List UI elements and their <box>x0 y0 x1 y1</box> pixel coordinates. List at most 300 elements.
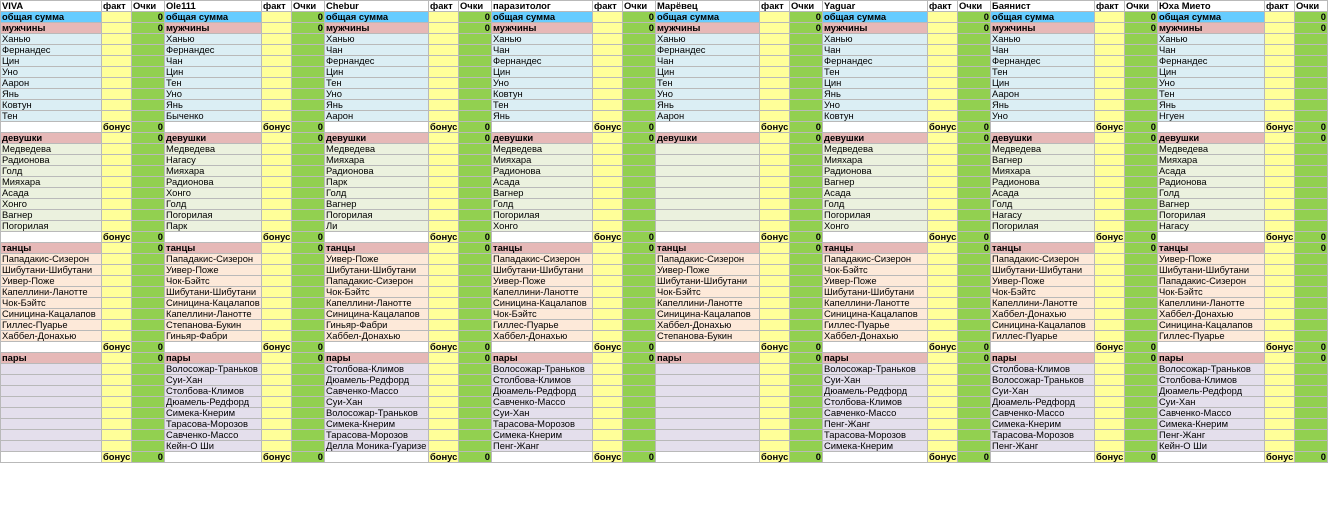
bonus-score-cell[interactable]: 0 <box>790 452 823 463</box>
bonus-label-cell[interactable]: бонус <box>103 451 131 462</box>
score-cell[interactable] <box>132 45 165 56</box>
score-cell[interactable] <box>623 441 656 452</box>
women-pick-cell[interactable]: Голд <box>823 199 928 210</box>
section-score-cell[interactable]: 0 <box>790 23 823 34</box>
fact-cell[interactable] <box>593 23 623 34</box>
player-name-cell[interactable]: Марёвец <box>656 1 760 12</box>
men-pick-cell[interactable]: Ковтун <box>492 89 593 100</box>
dance-pick-cell[interactable]: Пападакис-Сизерон <box>492 254 593 265</box>
section-label-cell[interactable]: пары <box>1 353 102 364</box>
fact-cell[interactable] <box>928 364 958 375</box>
total-score-cell[interactable]: 0 <box>958 12 991 23</box>
men-pick-cell[interactable]: Ханью <box>991 34 1095 45</box>
bonus-score-cell[interactable]: 0 <box>958 232 991 243</box>
fact-cell[interactable] <box>1265 320 1295 331</box>
section-score-cell[interactable]: 0 <box>132 243 165 254</box>
fact-cell[interactable] <box>1265 166 1295 177</box>
women-pick-cell[interactable]: Мияхара <box>325 155 429 166</box>
fact-cell[interactable] <box>760 331 790 342</box>
fact-cell[interactable] <box>593 221 623 232</box>
section-label-cell[interactable]: девушки <box>165 133 262 144</box>
bonus-score-cell[interactable]: 0 <box>132 232 165 243</box>
pairs-pick-cell[interactable]: Тарасова-Морозов <box>165 419 262 430</box>
score-cell[interactable] <box>292 45 325 56</box>
score-cell[interactable] <box>132 309 165 320</box>
fact-cell[interactable] <box>1265 155 1295 166</box>
women-pick-cell[interactable] <box>656 144 760 155</box>
women-pick-cell[interactable]: Хонго <box>823 221 928 232</box>
score-cell[interactable] <box>623 188 656 199</box>
bonus-score-cell[interactable]: 0 <box>790 232 823 243</box>
score-cell[interactable] <box>790 320 823 331</box>
section-label-cell[interactable]: девушки <box>656 133 760 144</box>
score-cell[interactable] <box>790 45 823 56</box>
pairs-pick-cell[interactable] <box>656 441 760 452</box>
score-cell[interactable] <box>132 441 165 452</box>
fact-cell[interactable] <box>429 364 459 375</box>
score-cell[interactable] <box>292 276 325 287</box>
men-pick-cell[interactable]: Тен <box>1158 89 1265 100</box>
fact-cell[interactable] <box>102 144 132 155</box>
fact-cell[interactable] <box>1265 331 1295 342</box>
dance-pick-cell[interactable]: Шибутани-Шибутани <box>1158 265 1265 276</box>
section-score-cell[interactable]: 0 <box>958 243 991 254</box>
score-cell[interactable] <box>132 111 165 122</box>
fact-cell[interactable] <box>1095 386 1125 397</box>
pairs-pick-cell[interactable]: Столбова-Климов <box>325 364 429 375</box>
dance-pick-cell[interactable]: Уивер-Поже <box>1158 254 1265 265</box>
men-pick-cell[interactable]: Ханью <box>165 34 262 45</box>
total-label-cell[interactable]: общая сумма <box>325 12 429 23</box>
pairs-pick-cell[interactable]: Волосожар-Траньков <box>991 375 1095 386</box>
fact-cell[interactable] <box>928 12 958 23</box>
score-cell[interactable] <box>292 56 325 67</box>
fact-cell[interactable] <box>928 265 958 276</box>
score-cell[interactable] <box>1125 56 1158 67</box>
dance-pick-cell[interactable]: Гиллес-Пуарье <box>1158 331 1265 342</box>
score-cell[interactable] <box>292 221 325 232</box>
bonus-score-cell[interactable]: 0 <box>1295 122 1328 133</box>
score-cell[interactable] <box>292 210 325 221</box>
fact-cell[interactable] <box>928 188 958 199</box>
men-pick-cell[interactable]: Чан <box>492 45 593 56</box>
score-cell[interactable] <box>292 89 325 100</box>
men-pick-cell[interactable]: Аарон <box>656 111 760 122</box>
women-pick-cell[interactable]: Медведева <box>492 144 593 155</box>
men-pick-cell[interactable]: Тен <box>492 100 593 111</box>
men-pick-cell[interactable]: Янь <box>1158 100 1265 111</box>
women-pick-cell[interactable]: Медведева <box>991 144 1095 155</box>
fact-cell[interactable] <box>262 386 292 397</box>
section-label-cell[interactable]: пары <box>656 353 760 364</box>
score-cell[interactable] <box>132 199 165 210</box>
blank-cell[interactable] <box>1 122 102 133</box>
women-pick-cell[interactable]: Радионова <box>165 177 262 188</box>
men-pick-cell[interactable]: Фернандес <box>656 45 760 56</box>
fact-cell[interactable] <box>102 243 132 254</box>
women-pick-cell[interactable]: Вагнер <box>1 210 102 221</box>
section-score-cell[interactable]: 0 <box>623 133 656 144</box>
fact-cell[interactable] <box>429 298 459 309</box>
score-cell[interactable] <box>292 199 325 210</box>
men-pick-cell[interactable]: Янь <box>325 100 429 111</box>
fact-cell[interactable] <box>928 430 958 441</box>
score-cell[interactable] <box>958 254 991 265</box>
dance-pick-cell[interactable]: Капеллини-Ланотте <box>1158 298 1265 309</box>
dance-pick-cell[interactable]: Синицина-Кацалапов <box>166 297 260 308</box>
fact-cell[interactable] <box>262 67 292 78</box>
fact-cell[interactable] <box>102 364 132 375</box>
men-pick-cell[interactable]: Янь <box>656 100 760 111</box>
total-score-cell[interactable]: 0 <box>1125 12 1158 23</box>
fact-cell[interactable] <box>928 210 958 221</box>
fact-cell[interactable] <box>593 243 623 254</box>
men-pick-cell[interactable]: Цин <box>823 78 928 89</box>
men-pick-cell[interactable]: Чан <box>991 45 1095 56</box>
score-cell[interactable] <box>1125 199 1158 210</box>
fact-cell[interactable] <box>262 375 292 386</box>
fact-cell[interactable] <box>760 287 790 298</box>
fact-cell[interactable] <box>102 45 132 56</box>
bonus-label-cell[interactable]: бонус <box>761 451 789 462</box>
bonus-score-cell[interactable]: 0 <box>459 232 492 243</box>
women-pick-cell[interactable]: Погорилая <box>492 210 593 221</box>
section-score-cell[interactable]: 0 <box>292 353 325 364</box>
bonus-label-cell[interactable]: бонус <box>1266 341 1294 352</box>
women-pick-cell[interactable]: Вагнер <box>492 188 593 199</box>
fact-cell[interactable] <box>102 12 132 23</box>
fact-cell[interactable] <box>102 23 132 34</box>
fact-cell[interactable] <box>928 45 958 56</box>
fact-cell[interactable] <box>760 309 790 320</box>
score-cell[interactable] <box>623 210 656 221</box>
pairs-pick-cell[interactable]: Симека-Кнерим <box>325 419 429 430</box>
fact-cell[interactable] <box>429 133 459 144</box>
women-pick-cell[interactable]: Нагасу <box>165 155 262 166</box>
women-pick-cell[interactable] <box>656 188 760 199</box>
score-cell[interactable] <box>1295 78 1328 89</box>
fact-cell[interactable] <box>429 199 459 210</box>
fact-cell[interactable] <box>429 309 459 320</box>
score-cell[interactable] <box>958 210 991 221</box>
section-label-cell[interactable]: танцы <box>325 243 429 254</box>
score-header-cell[interactable]: Очки <box>623 1 656 12</box>
dance-pick-cell[interactable]: Капеллини-Ланотте <box>165 309 262 320</box>
score-cell[interactable] <box>292 298 325 309</box>
section-score-cell[interactable]: 0 <box>459 243 492 254</box>
fact-cell[interactable] <box>1095 320 1125 331</box>
fact-cell[interactable] <box>1095 78 1125 89</box>
fact-cell[interactable] <box>593 375 623 386</box>
fact-cell[interactable] <box>593 441 623 452</box>
score-cell[interactable] <box>790 364 823 375</box>
fact-cell[interactable] <box>928 56 958 67</box>
women-pick-cell[interactable] <box>656 166 760 177</box>
fact-cell[interactable] <box>760 111 790 122</box>
score-cell[interactable] <box>132 89 165 100</box>
pairs-pick-cell[interactable]: Дюамель-Редфорд <box>1158 386 1265 397</box>
men-pick-cell[interactable]: Янь <box>165 100 262 111</box>
fact-cell[interactable] <box>429 441 459 452</box>
men-pick-cell[interactable]: Уно <box>1 67 102 78</box>
bonus-score-cell[interactable]: 0 <box>459 452 492 463</box>
women-pick-cell[interactable]: Асада <box>991 188 1095 199</box>
score-cell[interactable] <box>958 364 991 375</box>
fact-cell[interactable] <box>593 45 623 56</box>
section-label-cell[interactable]: девушки <box>991 133 1095 144</box>
bonus-score-cell[interactable]: 0 <box>132 342 165 353</box>
men-pick-cell[interactable]: Чан <box>823 45 928 56</box>
dance-pick-cell[interactable]: Пападакис-Сизерон <box>991 254 1095 265</box>
men-pick-cell[interactable]: Тен <box>165 78 262 89</box>
women-pick-cell[interactable]: Мияхара <box>1158 155 1265 166</box>
score-cell[interactable] <box>790 177 823 188</box>
fact-cell[interactable] <box>928 408 958 419</box>
blank-cell[interactable] <box>991 122 1095 133</box>
bonus-score-cell[interactable]: 0 <box>292 232 325 243</box>
fact-cell[interactable] <box>429 287 459 298</box>
women-pick-cell[interactable]: Радионова <box>1158 177 1265 188</box>
dance-pick-cell[interactable]: Чок-Бэйтс <box>1158 287 1265 298</box>
total-label-cell[interactable]: общая сумма <box>492 12 593 23</box>
score-cell[interactable] <box>1125 78 1158 89</box>
bonus-score-cell[interactable]: 0 <box>1295 232 1328 243</box>
score-cell[interactable] <box>958 441 991 452</box>
fact-cell[interactable] <box>760 177 790 188</box>
score-cell[interactable] <box>459 276 492 287</box>
score-cell[interactable] <box>790 430 823 441</box>
bonus-score-cell[interactable]: 0 <box>132 452 165 463</box>
bonus-score-cell[interactable]: 0 <box>623 452 656 463</box>
section-label-cell[interactable]: мужчины <box>1158 23 1265 34</box>
pairs-pick-cell[interactable]: Кейн-О Ши <box>165 441 262 452</box>
fact-cell[interactable] <box>262 45 292 56</box>
dance-pick-cell[interactable]: Уивер-Поже <box>1 276 102 287</box>
fact-cell[interactable] <box>1095 133 1125 144</box>
score-cell[interactable] <box>958 430 991 441</box>
fact-cell[interactable] <box>760 386 790 397</box>
bonus-label-cell[interactable]: бонус <box>430 121 458 132</box>
fact-cell[interactable] <box>429 155 459 166</box>
women-pick-cell[interactable]: Голд <box>1158 188 1265 199</box>
pairs-pick-cell[interactable]: Пенг-Жанг <box>823 419 928 430</box>
score-cell[interactable] <box>790 287 823 298</box>
fact-cell[interactable] <box>1095 353 1125 364</box>
pairs-pick-cell[interactable]: Савченко-Массо <box>165 430 262 441</box>
bonus-label-cell[interactable]: бонус <box>929 231 957 242</box>
men-pick-cell[interactable]: Нгуен <box>1158 111 1265 122</box>
fact-cell[interactable] <box>102 177 132 188</box>
section-score-cell[interactable]: 0 <box>1125 353 1158 364</box>
men-pick-cell[interactable]: Янь <box>823 89 928 100</box>
dance-pick-cell[interactable]: Синицина-Кацалапов <box>991 320 1095 331</box>
bonus-score-cell[interactable]: 0 <box>292 452 325 463</box>
pairs-pick-cell[interactable]: Суи-Хан <box>325 397 429 408</box>
fact-cell[interactable] <box>760 254 790 265</box>
fact-cell[interactable] <box>928 298 958 309</box>
men-pick-cell[interactable]: Цин <box>325 67 429 78</box>
pairs-pick-cell[interactable]: Тарасова-Морозов <box>991 430 1095 441</box>
score-cell[interactable] <box>459 199 492 210</box>
fact-cell[interactable] <box>593 188 623 199</box>
fact-cell[interactable] <box>593 67 623 78</box>
men-pick-cell[interactable]: Фернандес <box>823 56 928 67</box>
score-cell[interactable] <box>459 331 492 342</box>
women-pick-cell[interactable]: Хонго <box>492 221 593 232</box>
fact-header-cell[interactable]: факт <box>593 1 623 12</box>
fact-cell[interactable] <box>429 144 459 155</box>
fact-cell[interactable] <box>429 45 459 56</box>
women-pick-cell[interactable]: Хонго <box>165 188 262 199</box>
score-cell[interactable] <box>1295 45 1328 56</box>
bonus-score-cell[interactable]: 0 <box>459 342 492 353</box>
score-cell[interactable] <box>790 419 823 430</box>
men-pick-cell[interactable]: Тен <box>1 111 102 122</box>
score-cell[interactable] <box>1295 144 1328 155</box>
fact-cell[interactable] <box>928 276 958 287</box>
fact-cell[interactable] <box>262 408 292 419</box>
score-cell[interactable] <box>958 177 991 188</box>
fact-cell[interactable] <box>262 166 292 177</box>
score-cell[interactable] <box>1295 331 1328 342</box>
score-cell[interactable] <box>1125 111 1158 122</box>
score-cell[interactable] <box>1125 276 1158 287</box>
score-cell[interactable] <box>132 56 165 67</box>
bonus-score-cell[interactable]: 0 <box>1125 122 1158 133</box>
section-score-cell[interactable]: 0 <box>958 133 991 144</box>
pairs-pick-cell[interactable]: Савченко-Массо <box>325 386 429 397</box>
score-cell[interactable] <box>1125 386 1158 397</box>
men-pick-cell[interactable]: Цин <box>656 67 760 78</box>
score-cell[interactable] <box>1295 375 1328 386</box>
men-pick-cell[interactable]: Тен <box>823 67 928 78</box>
score-cell[interactable] <box>958 386 991 397</box>
dance-pick-cell[interactable]: Синицина-Кацалапов <box>823 309 928 320</box>
blank-cell[interactable] <box>1158 342 1265 353</box>
women-pick-cell[interactable] <box>656 199 760 210</box>
fact-cell[interactable] <box>262 430 292 441</box>
score-cell[interactable] <box>958 144 991 155</box>
score-cell[interactable] <box>132 254 165 265</box>
women-pick-cell[interactable]: Медведева <box>1 144 102 155</box>
bonus-score-cell[interactable]: 0 <box>1295 342 1328 353</box>
score-cell[interactable] <box>623 144 656 155</box>
pairs-pick-cell[interactable]: Тарасова-Морозов <box>325 430 429 441</box>
pairs-pick-cell[interactable] <box>1 441 102 452</box>
dance-pick-cell[interactable]: Уивер-Поже <box>492 276 593 287</box>
fact-cell[interactable] <box>262 177 292 188</box>
score-cell[interactable] <box>292 34 325 45</box>
dance-pick-cell[interactable]: Капеллини-Ланотте <box>991 298 1095 309</box>
score-cell[interactable] <box>623 287 656 298</box>
score-cell[interactable] <box>958 89 991 100</box>
men-pick-cell[interactable]: Аарон <box>325 111 429 122</box>
score-cell[interactable] <box>790 100 823 111</box>
fact-cell[interactable] <box>928 155 958 166</box>
fact-cell[interactable] <box>102 408 132 419</box>
fact-cell[interactable] <box>760 298 790 309</box>
women-pick-cell[interactable]: Погорилая <box>1158 210 1265 221</box>
fact-cell[interactable] <box>1265 56 1295 67</box>
score-cell[interactable] <box>1295 265 1328 276</box>
fact-cell[interactable] <box>1265 23 1295 34</box>
fact-cell[interactable] <box>1265 67 1295 78</box>
fact-cell[interactable] <box>1265 265 1295 276</box>
fact-cell[interactable] <box>593 254 623 265</box>
fact-cell[interactable] <box>760 243 790 254</box>
fact-cell[interactable] <box>593 298 623 309</box>
fact-cell[interactable] <box>760 67 790 78</box>
fact-cell[interactable] <box>1095 34 1125 45</box>
score-cell[interactable] <box>459 221 492 232</box>
dance-pick-cell[interactable]: Синицина-Кацалапов <box>1158 320 1265 331</box>
section-label-cell[interactable]: девушки <box>492 133 593 144</box>
fact-header-cell[interactable]: факт <box>262 1 292 12</box>
score-cell[interactable] <box>623 56 656 67</box>
score-cell[interactable] <box>1125 221 1158 232</box>
fact-cell[interactable] <box>1265 78 1295 89</box>
fact-cell[interactable] <box>928 386 958 397</box>
fact-cell[interactable] <box>593 408 623 419</box>
pairs-pick-cell[interactable]: Дюамель-Редфорд <box>492 386 593 397</box>
score-cell[interactable] <box>132 265 165 276</box>
men-pick-cell[interactable]: Ханью <box>1 34 102 45</box>
section-label-cell[interactable]: пары <box>1158 353 1265 364</box>
bonus-score-cell[interactable]: 0 <box>459 122 492 133</box>
bonus-label-cell[interactable]: бонус <box>430 451 458 462</box>
fact-cell[interactable] <box>928 111 958 122</box>
score-cell[interactable] <box>1295 221 1328 232</box>
score-cell[interactable] <box>958 221 991 232</box>
blank-cell[interactable] <box>823 122 928 133</box>
dance-pick-cell[interactable]: Синицина-Кацалапов <box>492 298 593 309</box>
pairs-pick-cell[interactable] <box>1 419 102 430</box>
men-pick-cell[interactable]: Ханью <box>1158 34 1265 45</box>
dance-pick-cell[interactable]: Шибутани-Шибутани <box>1 265 102 276</box>
section-score-cell[interactable]: 0 <box>1125 23 1158 34</box>
fact-cell[interactable] <box>1095 298 1125 309</box>
player-name-cell[interactable]: паразитолог <box>492 1 593 12</box>
score-cell[interactable] <box>459 441 492 452</box>
fact-cell[interactable] <box>593 210 623 221</box>
section-label-cell[interactable]: мужчины <box>991 23 1095 34</box>
score-cell[interactable] <box>958 419 991 430</box>
dance-pick-cell[interactable]: Капеллини-Ланотте <box>492 287 593 298</box>
score-cell[interactable] <box>292 287 325 298</box>
fact-header-cell[interactable]: факт <box>1265 1 1295 12</box>
score-cell[interactable] <box>790 397 823 408</box>
fact-cell[interactable] <box>102 254 132 265</box>
men-pick-cell[interactable]: Цин <box>492 67 593 78</box>
fact-cell[interactable] <box>262 353 292 364</box>
fact-cell[interactable] <box>593 133 623 144</box>
score-cell[interactable] <box>958 166 991 177</box>
fact-cell[interactable] <box>102 331 132 342</box>
women-pick-cell[interactable]: Голд <box>165 199 262 210</box>
section-label-cell[interactable]: танцы <box>656 243 760 254</box>
section-label-cell[interactable]: пары <box>823 353 928 364</box>
fact-cell[interactable] <box>1265 254 1295 265</box>
fact-cell[interactable] <box>262 419 292 430</box>
score-cell[interactable] <box>1125 408 1158 419</box>
fact-cell[interactable] <box>760 34 790 45</box>
dance-pick-cell[interactable]: Пападакис-Сизерон <box>1158 276 1265 287</box>
score-cell[interactable] <box>292 177 325 188</box>
fact-cell[interactable] <box>1265 177 1295 188</box>
fact-cell[interactable] <box>429 408 459 419</box>
fact-cell[interactable] <box>102 397 132 408</box>
score-cell[interactable] <box>132 210 165 221</box>
